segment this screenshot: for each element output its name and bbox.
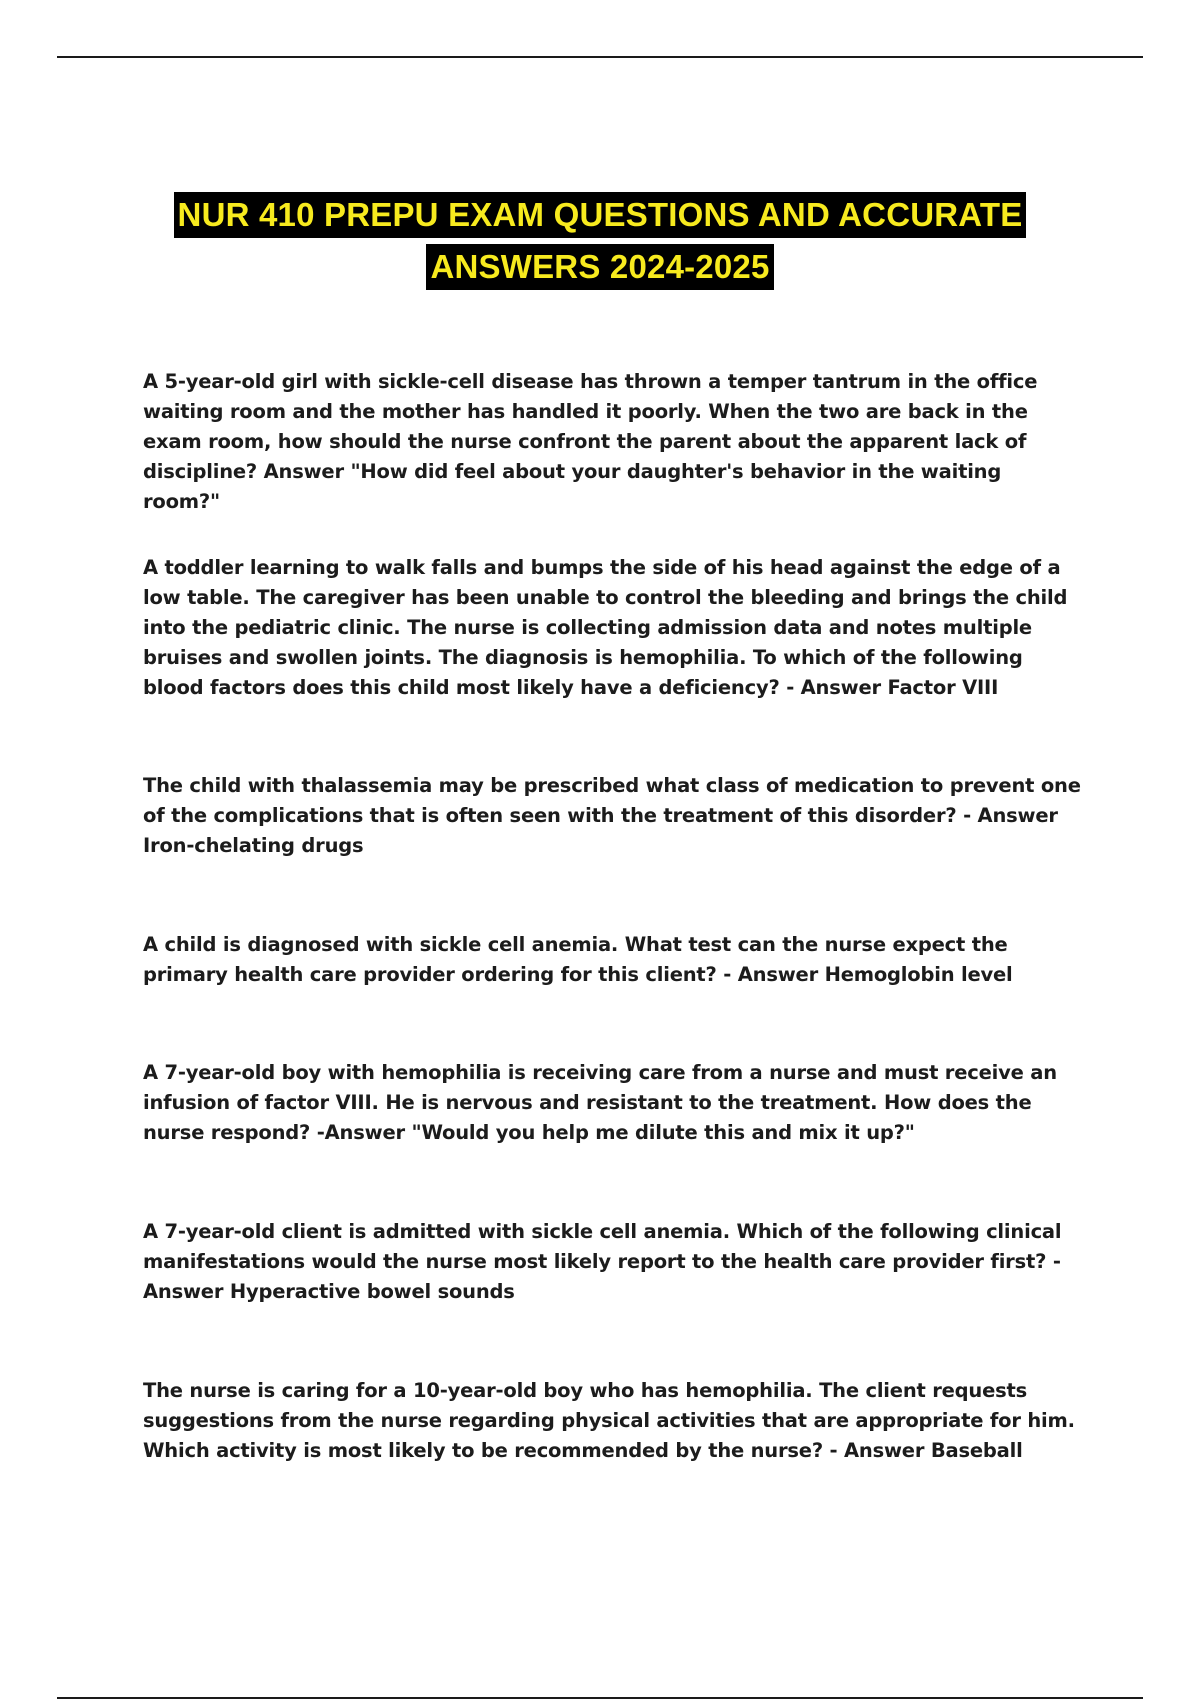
question-text: The nurse is caring for a 10-year-old boy who has hemophilia. The client requests suggestions from the nurse regarding physical activities that are appropriate for him. Which activity is most likely to be recommended by the nurse? (143, 1379, 1075, 1462)
qa-item (143, 771, 1083, 861)
qa-item (143, 367, 1083, 517)
answer-text: -Answer "Would you help me dilute this and mix it up?" (316, 1121, 915, 1144)
answer-text: - Answer Hyperactive bowel sounds (143, 1250, 1061, 1303)
qa-item (143, 1376, 1083, 1466)
question-text: A 7-year-old client is admitted with sickle cell anemia. Which of the following clinical manifestations would the nurse most likely report to the health care provider first? (143, 1220, 1062, 1273)
qa-item (143, 1217, 1083, 1307)
title-line-1: NUR 410 PREPU EXAM QUESTIONS AND ACCURATE (174, 192, 1027, 238)
qa-item (143, 553, 1083, 703)
footer-rule (57, 1697, 1143, 1699)
document-title (0, 192, 1200, 296)
header-rule (57, 56, 1143, 58)
question-text: A 5-year-old girl with sickle-cell disease has thrown a temper tantrum in the office waiting room and the mother has handled it poorly. When the two are back in the exam room, how should the nurse confront the parent about the apparent lack of discipline? (143, 370, 1038, 483)
answer-text: - Answer Factor VIII (786, 676, 999, 699)
qa-item (143, 930, 1083, 990)
answer-text: - Answer Baseball (829, 1439, 1023, 1462)
answer-text: Answer "How did feel about your daughter's behavior in the waiting room?" (143, 460, 1002, 513)
title-line-2: ANSWERS 2024-2025 (426, 244, 773, 290)
question-text: A 7-year-old boy with hemophilia is receiving care from a nurse and must receive an infusion of factor VIII. He is nervous and resistant to the treatment. How does the nurse respond? (143, 1061, 1057, 1144)
qa-item (143, 1058, 1083, 1148)
question-text: A toddler learning to walk falls and bumps the side of his head against the edge of a low table. The caregiver has been unable to control the bleeding and brings the child into the pediatric clinic. The nurse is collecting admission data and notes multiple bruises and swollen joints. The diagnosis is hemophilia. To which of the following blood factors does this child most likely have a deficiency? (143, 556, 1068, 699)
answer-text: - Answer Iron-chelating drugs (143, 804, 1058, 857)
question-text: The child with thalassemia may be prescribed what class of medication to prevent one of the complications that is often seen with the treatment of this disorder? (143, 774, 1081, 827)
answer-text: - Answer Hemoglobin level (723, 963, 1013, 986)
question-text: A child is diagnosed with sickle cell anemia. What test can the nurse expect the primary health care provider ordering for this client? (143, 933, 1008, 986)
